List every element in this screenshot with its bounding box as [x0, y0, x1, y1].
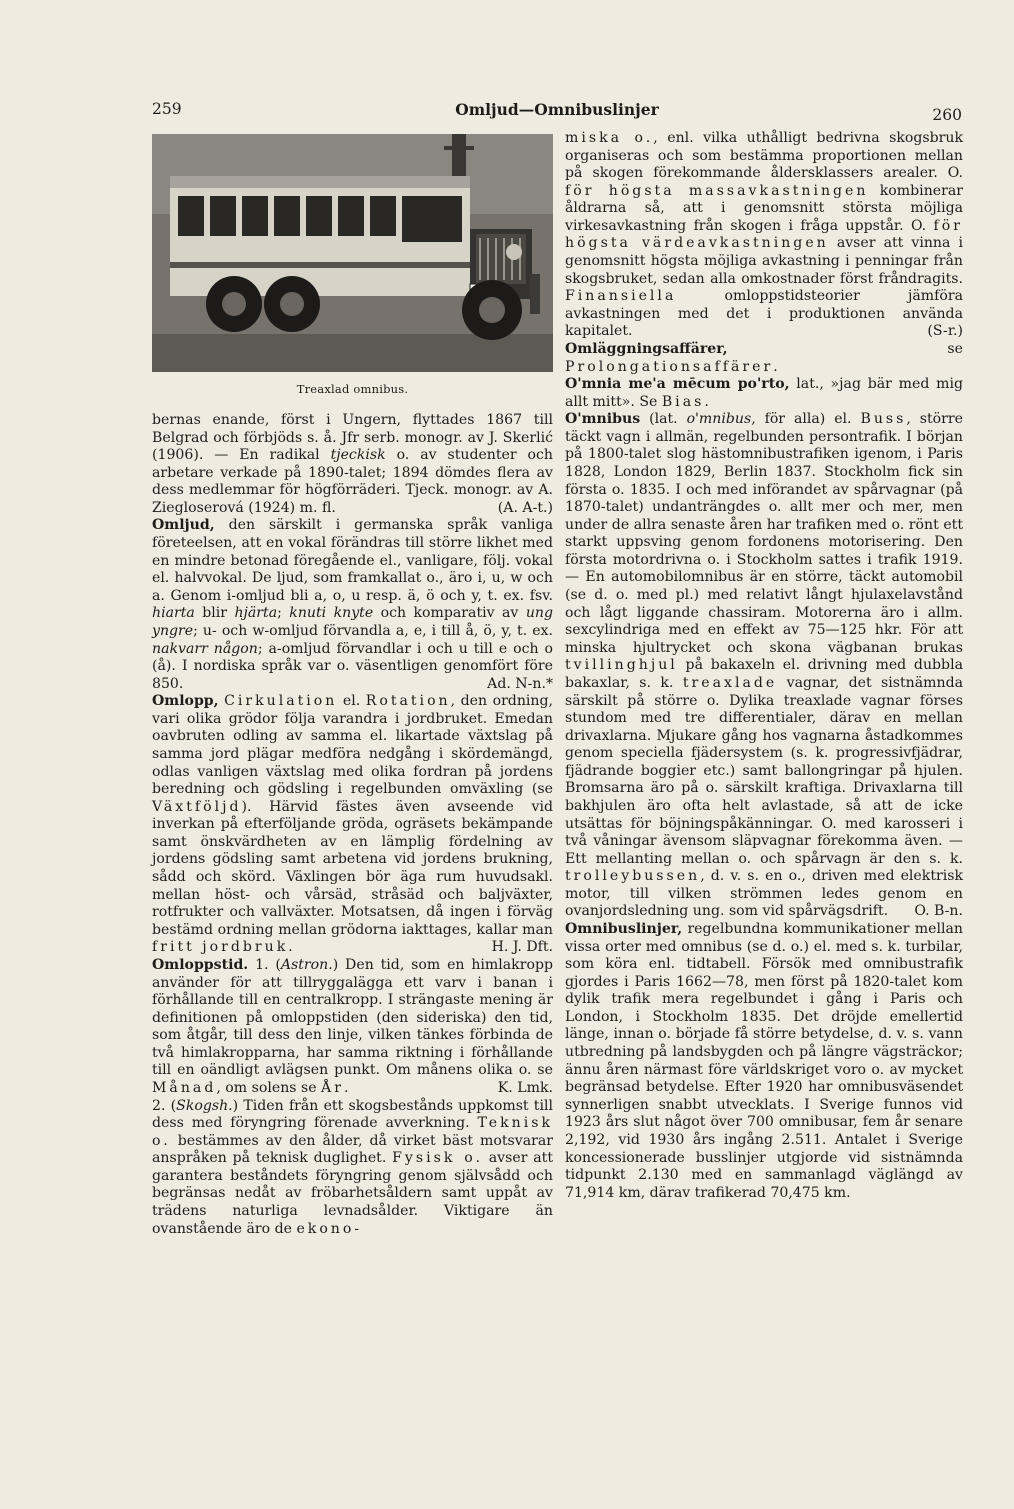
author-signature: (A. A-t.)	[497, 499, 553, 516]
author-signature: O. B-n.	[914, 903, 963, 920]
page-number-right: 260	[932, 106, 962, 124]
bus-photo	[152, 134, 553, 372]
entry-omloppstid: Omloppstid. 1. (Astron.) Den tid, som en himlakropp använder för att tillryggalägga ett varv i banan i förhållande till en centralkropp. I strängaste mening är definitionen på omloppstiden (den sideriska) den tid, som åtgår, till dess den linje, vilken tänkes förbinda de två himlakropparna, har samma riktning i förhållande till en oändligt avlägsen punkt. Om månens olika o. se Månad, om solens se År. K. Lmk.	[152, 956, 553, 1096]
running-title: Omljud—Omnibuslinjer	[455, 100, 659, 119]
entry-omnibuslinjer: Omnibuslinjer, regelbundna kommunikationer mellan vissa orter med omnibus (se d. o.) el. med s. k. turbilar, som köra enl. tidtabell. Försök med omnibustrafik gjordes i Paris 1662—78, men först på 1820-talet kom dylik trafik mera regelbundet i gång i Paris och London, i Stockholm 1835. Det dröjde emellertid länge, innan o. började få större betydelse, d. v. s. vann utbredning på landsbygden och på längre vägsträckor; ännu åren närmast före världskriget voro o. av mycket begränsad betydelse. Efter 1920 har omnibusväsendet synnerligen snabbt utvecklats. I Sverige funnos vid 1923 års slut något över 700 omnibusar, fem år senare 2,192, vid 1930 års ingång 2.511. Antalet i Sverige koncessionerade busslinjer utgjorde vid sistnämnda tidpunkt 2.130 med en sammanlagd väglängd av 71,914 km, därav trafikerad 70,475 km.	[565, 921, 963, 1201]
headword: Omloppstid.	[152, 956, 249, 973]
headword: Omnibuslinjer,	[565, 921, 683, 938]
cross-reference: Bias	[661, 393, 705, 410]
headword: Omlopp,	[152, 693, 219, 710]
figure-caption: Treaxlad omnibus.	[296, 382, 409, 396]
author-signature: (S-r.)	[927, 323, 963, 340]
headword: Omläggningsaffärer,	[565, 340, 728, 357]
entry-omljud: Omljud, den särskilt i germanska språk vanliga företeelsen, att en vokal förändras till större likhet med en mindre betonad föregående el., vanligare, följ. vokal el. halvvokal. De ljud, som framkallat o., äro i, u, w och a. Genom i-omljud bli a, o, u resp. ä, ö och y, t. ex. fsv. hiarta blir hjärta; knuti knyte och komparativ av ung yngre; u- och w-omljud förvandla a, e, i till å, ö, y, t. ex. nakvarr någon; a-omljud förvandlar i och u till e och o (å). I nordiska språk var o. väsentligen genomfört före 850. Ad. N-n.*	[152, 517, 553, 692]
entry-continuation: bernas enande, först i Ungern, flyttades 1867 till Belgrad och förbjöds s. å. Jfr serb. monogr. av J. Skerlić (1906). — En radikal tjeckisk o. av studenter och arbetare verkade på 1890-talet; 1894 dömdes flera av dess medlemmar för högförräderi. Tjeck. monogr. av A. Ziegloserová (1924) m. fl. (A. A-t.)	[152, 412, 553, 516]
left-column	[152, 412, 553, 1238]
headword: O'mnibus	[565, 411, 641, 428]
author-signature: Ad. N-n.*	[487, 675, 553, 692]
cross-reference: Månad	[152, 1079, 217, 1096]
bus-illustration	[152, 134, 553, 372]
author-signature: K. Lmk.	[497, 1079, 553, 1096]
cross-reference: Växtföljd	[152, 798, 242, 815]
entry-continuation: miska o., enl. vilka uthålligt bedrivna skogsbruk organiseras och som bestämma proportionen mellan på skogen förekommande åldersklassers arealer. O. för högsta massavkastningen kombinerar åldrarna så, att i genomsnitt största möjliga virkesavkastning från skogen i fråga uppstår. O. för högsta värdeavkastningen avser att vinna i genomsnitt högsta möjliga avkastning i penningar från skogsbruket, sedan alla omkostnader först fråndragits. Finansiella omloppstidsteorier jämföra avkastningen med det i produktionen använda kapitalet. (S-r.)	[565, 130, 964, 340]
entry-omnia: O'mnia me'a mēcum po'rto, lat., »jag bär med mig allt mitt». Se Bias.	[565, 376, 964, 410]
headword: O'mnia me'a mēcum po'rto,	[565, 376, 790, 393]
cross-reference: Prolongationsaffärer	[565, 358, 774, 375]
entry-omlopp: Omlopp, Cirkulation el. Rotation, den ordning, vari olika grödor följa varandra i jordbruket. Emedan oavbruten odling av samma el. likartade växtslag på samma jord plägar medföra nedgång i skördemängd, odlas vanligen växtslag med olika fordran på jordens beredning och gödsling i regelbunden omväxling (se Växtföljd). Härvid fästes även avseende vid inverkan på efterföljande gröda, ogräsets bekämpande samt önskvärdheten av en lämplig fördelning av jordens gödsling samt arbetena vid jordens brukning, sådd och skörd. Växlingen bör äga rum huvudsakl. mellan höst- och vårsäd, stråsäd och baljväxter, rotfrukter och vallväxter. Motsatsen, då ingen i förväg bestämd ordning mellan grödorna iakttages, kallar man fritt jordbruk. H. J. Dft.	[152, 693, 553, 956]
right-column	[565, 130, 963, 1202]
entry-omloppstid-skogsh: 2. (Skogsh.) Tiden från ett skogsbestånds uppkomst till dess med föryngring förenade avverkning. Teknisk o. bestämmes av den ålder, då virket bäst motsvarar anspråken på teknisk duglighet. Fysisk o. avser att garantera beståndets föryngring genom självsådd och begränsas nedåt av fröbarhetsåldern samt uppåt av trädens naturliga levnadsålder. Viktigare än ovanstående äro de ekono-	[152, 1097, 553, 1237]
entry-omnibus: O'mnibus (lat. o'mnibus, för alla) el. Buss, större täckt vagn i allmän, regelbunden persontrafik. I början på 1800-talet slog hästomnibustrafiken igenom, i Paris 1828, London 1829, Berlin 1837. Stockholm fick sin första o. 1835. I och med införandet av spårvagnar (på 1870-talet) undanträngdes o. allt mer och mer, men under de allra senaste åren har trafiken med o. rönt ett starkt uppsving genom fordonens motorisering. Den första motordrivna o. i Stockholm sattes i trafik 1919. — En automobilomnibus är en större, täckt automobil (se d. o. med pl.) med relativt långt hjulaxelavstånd och lågt liggande chassiram. Motorerna äro i allm. sexcylindriga med en effekt av 75—125 hkr. För att minska hjultrycket och skona vägbanan brukas tvillinghjul på bakaxeln el. drivning med dubbla bakaxlar, s. k. treaxlade vagnar, det sistnämnda särskilt på större o. Dylika treaxlade vagnar förses stundom med tre differentialer, därav en mellan drivaxlarna. Mjukare gång hos vagnarna åstadkommes genom speciella fjädersystem (s. k. progressivfjädrar, fjädrande boggier etc.) samt ballongringar på hjulen. Bromsarna äro på o. särskilt kraftiga. Drivaxlarna till bakhjulen äro ofta helt avlastade, så att de icke utsättas för böjningspåkänningar. O. med karosseri i två våningar ävensom släpvagnar förekomma även. — Ett mellanting mellan o. och spårvagn är den s. k. trolleybussen, d. v. s. en o., driven med elektrisk motor, till vilken strömmen ledes genom en ovanjordsledning ung. som vid spårvägsdrift. O. B-n.	[565, 411, 963, 920]
cross-reference: År	[321, 1079, 344, 1096]
headword: Omljud,	[152, 517, 215, 534]
entry-omlaggningsaffarer: Omläggningsaffärer, se Prolongationsaffärer.	[565, 340, 963, 375]
author-signature: H. J. Dft.	[491, 939, 553, 956]
running-header	[152, 100, 962, 126]
page-number-left: 259	[152, 100, 182, 118]
